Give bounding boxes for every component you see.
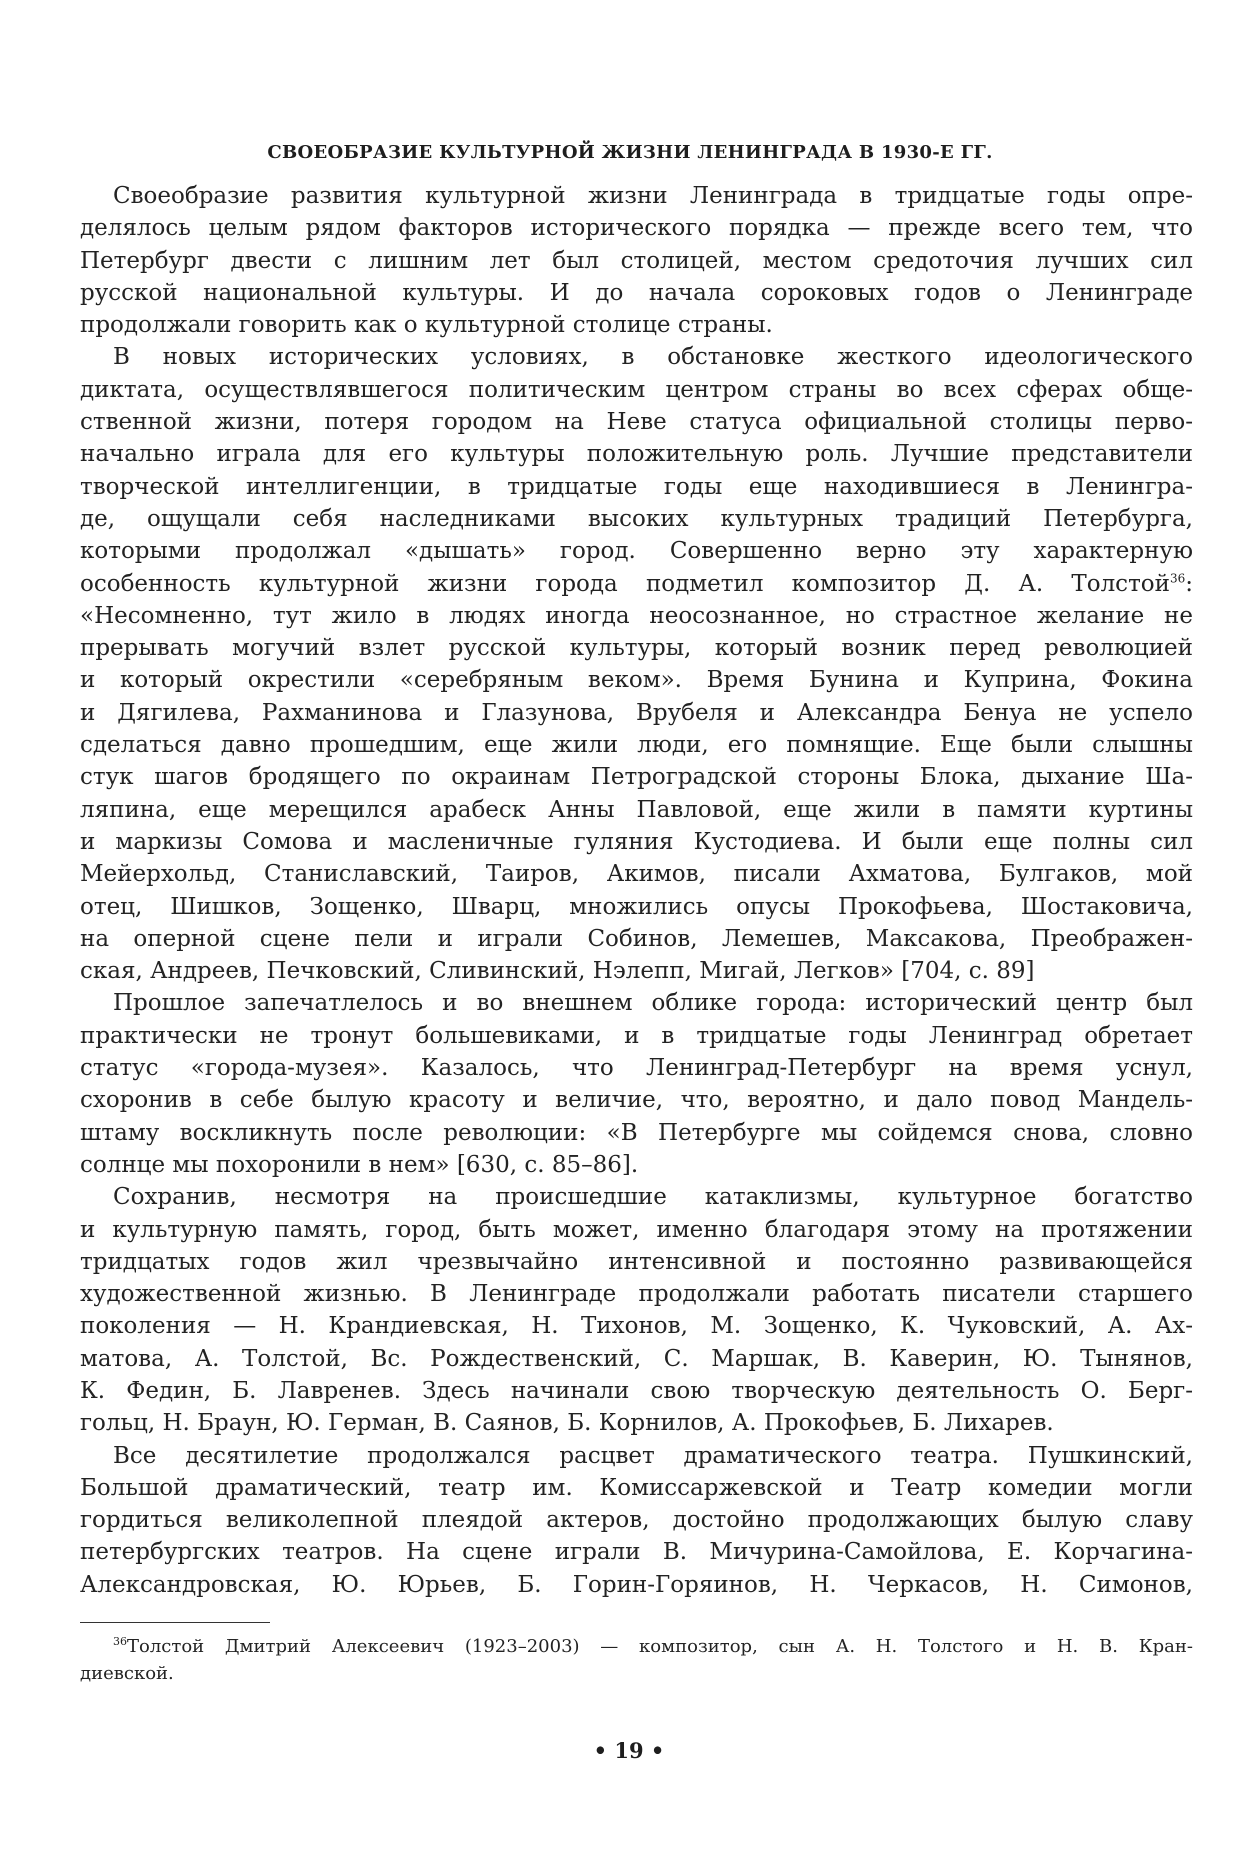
text-line: гольц, Н. Браун, Ю. Герман, В. Саянов, Б. Корнилов, А. Прокофьев, Б. Лихарев. bbox=[80, 1410, 1054, 1437]
text-line: стук шагов бродящего по окраинам Петроградской стороны Блока, дыхание Ша- bbox=[80, 764, 1193, 791]
text-line: поколения — Н. Крандиевская, Н. Тихонов, М. Зощенко, К. Чуковский, А. Ах- bbox=[80, 1313, 1193, 1340]
footnote-reference[interactable]: 36 bbox=[1169, 570, 1186, 585]
body-text bbox=[80, 180, 1193, 1601]
section-heading: СВОЕОБРАЗИЕ КУЛЬТУРНОЙ ЖИЗНИ ЛЕНИНГРАДА В 1930-Е ГГ. bbox=[267, 142, 993, 163]
text-line: статус «города-музея». Казалось, что Ленинград-Петербург на время уснул, bbox=[80, 1055, 1193, 1082]
paragraph-3 bbox=[80, 987, 1193, 1181]
text-line: Сохранив, несмотря на происшедшие катаклизмы, культурное богатство bbox=[113, 1184, 1193, 1211]
text-line-with-footnote bbox=[80, 568, 1193, 600]
text-line: диктата, осуществлявшегося политическим центром страны во всех сферах обще- bbox=[80, 376, 1193, 403]
footnote-divider bbox=[80, 1622, 270, 1623]
text-line: и маркизы Сомова и масленичные гуляния Кустодиева. И были еще полны сил bbox=[80, 828, 1193, 855]
footnote-line: диевской. bbox=[80, 1663, 174, 1684]
text-line: Александровская, Ю. Юрьев, Б. Горин-Горяинов, Н. Черкасов, Н. Симонов, bbox=[80, 1571, 1193, 1598]
text-line: Мейерхольд, Станиславский, Таиров, Акимов, писали Ахматова, Булгаков, мой bbox=[80, 861, 1193, 888]
text-line: штаму воскликнуть после революции: «В Петербурге мы сойдемся снова, словно bbox=[80, 1119, 1193, 1146]
paragraph-2 bbox=[80, 341, 1193, 987]
paragraph-1 bbox=[80, 180, 1193, 341]
text-line: Большой драматический, театр им. Комиссаржевской и Театр комедии могли bbox=[80, 1474, 1193, 1501]
text-line: русской национальной культуры. И до начала сороковых годов о Ленинграде bbox=[80, 279, 1193, 306]
paragraph-4 bbox=[80, 1181, 1193, 1439]
text-line: В новых исторических условиях, в обстановке жесткого идеологического bbox=[113, 344, 1193, 371]
text-line: художественной жизнью. В Ленинграде продолжали работать писатели старшего bbox=[80, 1281, 1193, 1308]
text-line: практически не тронут большевиками, и в тридцатые годы Ленинград обретает bbox=[80, 1022, 1193, 1049]
text-line: Все десятилетие продолжался расцвет драматического театра. Пушкинский, bbox=[113, 1442, 1193, 1469]
text-line: ская, Андреев, Печковский, Сливинский, Нэлепп, Мигай, Легков» [704, с. 89] bbox=[80, 958, 1035, 985]
text-line: солнце мы похоронили в нем» [630, с. 85–86]. bbox=[80, 1151, 639, 1178]
text-line: Петербург двести с лишним лет был столицей, местом средоточия лучших сил bbox=[80, 247, 1193, 274]
text-line: которыми продолжал «дышать» город. Совершенно верно эту характерную bbox=[80, 538, 1193, 565]
text-line: прерывать могучий взлет русской культуры, который возник перед революцией bbox=[80, 635, 1193, 662]
text-line: творческой интеллигенции, в тридцатые годы еще находившиеся в Ленингра- bbox=[80, 473, 1193, 500]
text-line: тридцатых годов жил чрезвычайно интенсивной и постоянно развивающейся bbox=[80, 1248, 1193, 1275]
text-line: «Несомненно, тут жило в людях иногда неосознанное, но страстное желание не bbox=[80, 602, 1193, 629]
paragraph-5 bbox=[80, 1440, 1193, 1601]
text-line: делялось целым рядом факторов исторического порядка — прежде всего тем, что bbox=[80, 215, 1193, 242]
text-line: и культурную память, город, быть может, именно благодаря этому на протяжении bbox=[80, 1216, 1193, 1243]
footnote-number: 36 bbox=[113, 1635, 127, 1648]
text-line: гордиться великолепной плеядой актеров, достойно продолжающих былую славу bbox=[80, 1507, 1193, 1534]
text-line: и Дягилева, Рахманинова и Глазунова, Врубеля и Александра Бенуа не успело bbox=[80, 699, 1193, 726]
text-line: К. Федин, Б. Лавренев. Здесь начинали свою творческую деятельность О. Берг- bbox=[80, 1377, 1193, 1404]
text-line: де, ощущали себя наследниками высоких культурных традиций Петербурга, bbox=[80, 505, 1193, 532]
text-line: на оперной сцене пели и играли Собинов, Лемешев, Максакова, Преображен- bbox=[80, 925, 1193, 952]
footnote-text: Толстой Дмитрий Алексеевич (1923–2003) — композитор, сын А. Н. Толстого и Н. В. Кран- bbox=[127, 1636, 1193, 1657]
text-line: петербургских театров. На сцене играли В. Мичурина-Самойлова, Е. Корчагина- bbox=[80, 1539, 1193, 1566]
footnote bbox=[80, 1633, 1193, 1687]
text-segment: особенность культурной жизни города подметил композитор Д. А. Толстой bbox=[80, 570, 1170, 597]
footnote-line bbox=[80, 1633, 1193, 1660]
text-line: продолжали говорить как о культурной столице страны. bbox=[80, 312, 773, 339]
text-line: сделаться давно прошедшим, еще жили люди, его помнящие. Еще были слышны bbox=[80, 732, 1193, 759]
text-line: отец, Шишков, Зощенко, Шварц, множились опусы Прокофьева, Шостаковича, bbox=[80, 893, 1193, 920]
text-line: ляпина, еще мерещился арабеск Анны Павловой, еще жили в памяти куртины bbox=[80, 796, 1193, 823]
text-line: ственной жизни, потеря городом на Неве статуса официальной столицы перво- bbox=[80, 409, 1193, 436]
text-line: схоронив в себе былую красоту и величие, что, вероятно, и дало повод Мандель- bbox=[80, 1087, 1193, 1114]
text-segment: : bbox=[1185, 570, 1193, 597]
text-line: Своеобразие развития культурной жизни Ленинграда в тридцатые годы опре- bbox=[113, 183, 1193, 209]
page-number: • 19 • bbox=[593, 1738, 665, 1763]
text-line: и который окрестили «серебряным веком». Время Бунина и Куприна, Фокина bbox=[80, 667, 1193, 694]
text-line: Прошлое запечатлелось и во внешнем облике города: исторический центр был bbox=[113, 990, 1193, 1017]
text-line: начально играла для его культуры положительную роль. Лучшие представители bbox=[80, 441, 1193, 468]
text-line: матова, А. Толстой, Вс. Рождественский, С. Маршак, В. Каверин, Ю. Тынянов, bbox=[80, 1345, 1193, 1372]
